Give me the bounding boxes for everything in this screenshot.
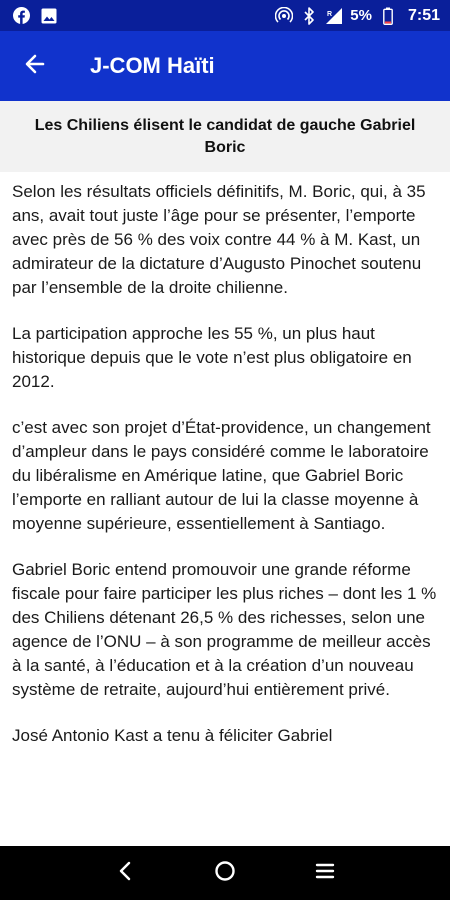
nav-recents-button[interactable] xyxy=(300,848,350,898)
article-title: Les Chiliens élisent le candidat de gauche Gabriel Boric xyxy=(34,116,416,156)
status-right-icons xyxy=(275,7,440,25)
facebook-icon xyxy=(12,7,30,25)
clock: 7:51 xyxy=(407,6,440,24)
bluetooth-icon xyxy=(300,7,318,25)
article-title-box xyxy=(0,101,450,172)
article-paragraph: Selon les résultats officiels définitifs, M. Boric, qui, à 35 ans, avait tout juste l’âge pour se présenter, l’emporte avec près de 56 % des voix contre 44 % à M. Kast, un admirateur de la dictature d’Augusto Pinochet soutenu par l’ensemble de la droite chilienne. xyxy=(12,182,426,297)
article-content[interactable] xyxy=(0,172,450,846)
app-title: J-COM Haïti xyxy=(90,53,215,78)
recents-icon xyxy=(315,862,335,885)
nav-home-button[interactable] xyxy=(200,848,250,898)
back-triangle-icon xyxy=(118,861,132,886)
navigation-bar xyxy=(0,846,450,900)
article-paragraph: Gabriel Boric entend promouvoir une grande réforme fiscale pour faire participer les plus riches – dont les 1 % des Chiliens détenant 26,5 % des richesses, selon une agence de l’ONU – à son programme de meilleur accès à la santé, à l’éducation et à la création d’un nouveau système de retraite, aujourd’hui entièrement privé. xyxy=(12,560,437,699)
battery-icon xyxy=(379,7,397,25)
app-bar xyxy=(0,31,450,101)
hotspot-icon xyxy=(275,7,293,25)
arrow-left-icon xyxy=(23,52,47,81)
signal-icon xyxy=(325,7,343,25)
status-bar xyxy=(0,0,450,31)
status-left-icons xyxy=(12,7,58,25)
article-paragraph: c’est avec son projet d’État-providence, un changement d’ampleur dans le pays considéré comme le laboratoire du libéralisme en Amérique latine, que Gabriel Boric l’emporte en ralliant autour de lui la classe moyenne à moyenne supérieure, essentiellement à Santiago. xyxy=(12,418,431,533)
nav-back-button[interactable] xyxy=(100,848,150,898)
svg-text:R: R xyxy=(327,10,333,18)
back-button[interactable] xyxy=(0,31,70,101)
article-paragraph: La participation approche les 55 %, un plus haut historique depuis que le vote n’est plus obligatoire en 2012. xyxy=(12,324,412,391)
article-paragraph: José Antonio Kast a tenu à féliciter Gabriel xyxy=(12,726,333,745)
battery-percentage: 5% xyxy=(350,7,372,24)
image-icon xyxy=(40,7,58,25)
home-circle-icon xyxy=(214,860,236,887)
